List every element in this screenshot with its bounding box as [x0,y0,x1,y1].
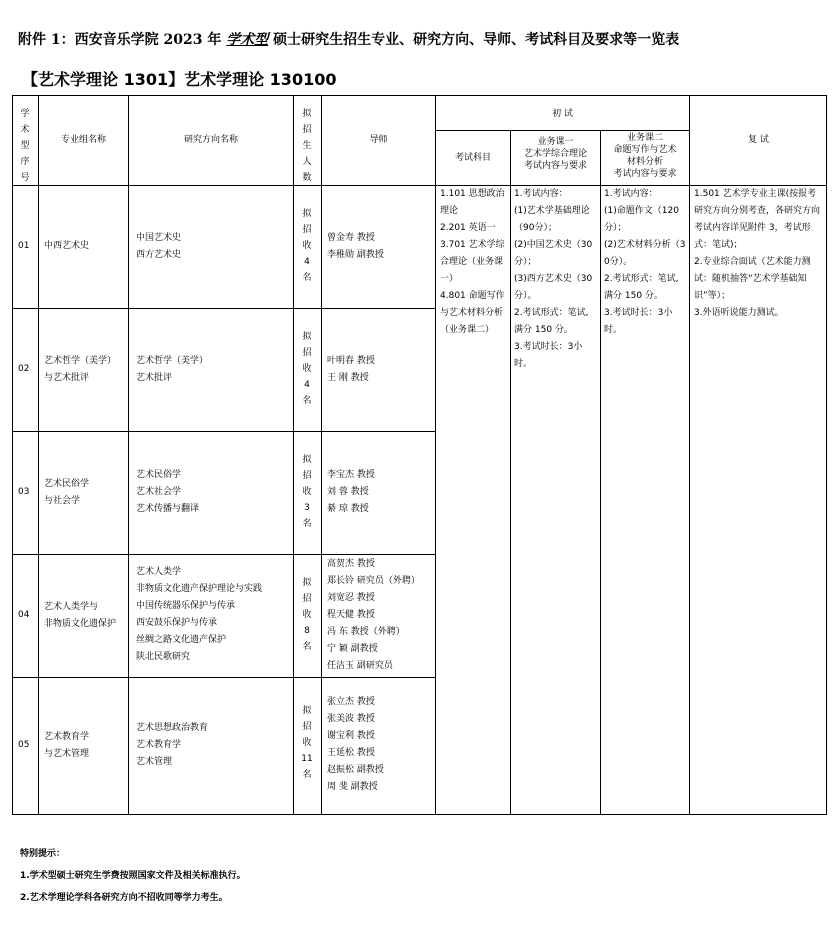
title-emphasis: 学术型 [226,32,269,48]
subjects-cell [440,186,506,339]
header-advisor: 导师 [369,135,388,145]
col-divider [321,95,322,815]
row-advisor: 郑长铃 研究员（外聘） [327,576,420,586]
row-advisor: 张立杰 教授 [327,697,375,707]
row-direction: 中国传统器乐保护与传承 [136,601,236,611]
retest-item: 3.外语听说能力测试。 [694,308,784,318]
row-advisor: 李宝杰 教授 [327,470,375,480]
header-quota: 拟招生人数 [302,109,312,183]
row-advisor: 宁 颖 副教授 [327,644,378,654]
row-direction: 中国艺术史 [136,233,182,243]
row-advisor: 程天健 教授 [327,610,375,620]
course2-cell [604,186,686,339]
title-suffix: 硕士研究生招生专业、研究方向、导师、考试科目及要求等一览表 [268,32,680,48]
row-advisor: 周 斐 副教授 [327,782,378,792]
row-advisor: 赵振松 副教授 [327,765,384,775]
row-divider [12,308,435,309]
row-direction: 西方艺术史 [136,250,182,260]
row-quota: 拟招收11名 [301,706,313,780]
row-direction: 艺术社会学 [136,487,182,497]
header-group: 专业组名称 [60,135,106,145]
row-direction: 艺术传播与翻译 [136,504,200,514]
row-advisor: 王延松 教授 [327,748,375,758]
retest-item: 1.501 艺术学专业主课(按报考研究方向分别考查，各研究方向考试内容详见附件 3，考试形式：笔试)； [694,189,821,250]
row-advisor: 任洁玉 副研究员 [327,661,393,671]
col-divider [689,95,690,815]
header-prelim: 初 试 [552,109,573,119]
retest-item: 2.专业综合面试（艺术能力测试：随机抽答“艺术学基础知识”等）； [694,257,811,301]
course2-item: 3.考试时长：3小时。 [604,308,673,335]
row-divider [12,677,435,678]
row-advisor: 高贺杰 教授 [327,559,375,569]
note-item: 2.艺术学理论学科各研究方向不招收同等学力考生。 [20,893,228,903]
col-divider [435,95,436,815]
course2-item: 1.考试内容： [604,189,658,199]
row-group: 艺术教育学 [44,732,90,742]
header-course2: 业务课二 命题写作与艺术 材料分析 考试内容与要求 [613,133,677,179]
row-direction: 西安鼓乐保护与传承 [136,618,218,628]
row-divider [12,431,435,432]
course1-item: 2.考试形式：笔试,满分 150 分。 [514,308,589,335]
row-advisor: 王 刚 教授 [327,373,369,383]
row-advisor: 张美波 教授 [327,714,375,724]
row-group: 艺术哲学（美学） [44,356,117,366]
header-subjects: 考试科目 [454,153,491,163]
course1-item: (1)艺术学基础理论（90分）； [514,206,590,233]
title-prefix: 附件 1：西安音乐学院 2023 年 [18,32,227,48]
course2-item: 2.考试形式：笔试,满分 150 分。 [604,274,679,301]
row-quota: 拟招收4名 [302,209,312,283]
row-advisor: 叶明春 教授 [327,356,375,366]
row-direction: 陕北民歌研究 [136,652,191,662]
course1-item: (2)中国艺术史（30分）； [514,240,593,267]
row-seq: 04 [18,610,30,620]
header-course1: 业务课一 艺术学综合理论 考试内容与要求 [523,137,587,171]
major-heading: 【艺术学理论 1301】艺术学理论 130100 [22,70,337,89]
course1-item: 3.考试时长：3小时。 [514,342,583,369]
row-group: 与社会学 [44,496,81,506]
row-direction: 艺术哲学（美学） [136,356,209,366]
retest-cell [694,186,824,322]
row-direction: 非物质文化遗产保护理论与实践 [136,584,263,594]
row-seq: 05 [18,740,30,750]
row-seq: 01 [18,241,30,251]
row-advisor: 李稚勋 副教授 [327,250,384,260]
notes-heading: 特别提示： [20,849,66,859]
course2-item: (2)艺术材料分析（30分）。 [604,240,686,267]
row-divider [12,554,435,555]
document-title [18,29,679,49]
row-group: 非物质文化遗保护 [44,619,117,629]
row-advisor: 刘 蓉 教授 [327,487,369,497]
note-item: 1.学术型硕士研究生学费按照国家文件及相关标准执行。 [20,871,246,881]
row-seq: 02 [18,364,30,374]
row-advisor: 刘宽忍 教授 [327,593,375,603]
col-divider [510,130,511,815]
row-advisor: 曾金寿 教授 [327,233,375,243]
row-advisor: 綦 琼 教授 [327,504,369,514]
row-group: 艺术民俗学 [44,479,90,489]
course1-item: 1.考试内容： [514,189,568,199]
header-seq: 学术型序号 [20,109,30,183]
row-direction: 艺术教育学 [136,740,182,750]
row-divider [435,130,689,131]
col-divider [128,95,129,815]
row-quota: 拟招收4名 [302,332,312,406]
subject-item: 1.101 思想政治理论 [440,189,505,216]
row-advisor: 冯 东 教授（外聘） [327,627,405,637]
row-advisor: 谢宝利 教授 [327,731,375,741]
subject-item: 4.801 命题写作与艺术材料分析（业务课二） [440,291,505,335]
col-divider [600,130,601,815]
header-retest: 复 试 [748,135,769,145]
subject-item: 3.701 艺术学综合理论（业务课一） [440,240,505,284]
row-group: 与艺术批评 [44,373,90,383]
row-direction: 艺术管理 [136,757,173,767]
col-divider [293,95,294,815]
course1-item: (3)西方艺术史（30分）。 [514,274,593,301]
row-direction: 艺术批评 [136,373,173,383]
row-group: 与艺术管理 [44,749,90,759]
subject-item: 2.201 英语一 [440,223,496,233]
row-direction: 艺术民俗学 [136,470,182,480]
row-direction: 艺术思想政治教育 [136,723,209,733]
row-quota: 拟招收8名 [302,578,312,652]
row-direction: 艺术人类学 [136,567,182,577]
row-seq: 03 [18,487,30,497]
row-direction: 丝绸之路文化遗产保护 [136,635,227,645]
header-direction: 研究方向名称 [183,135,238,145]
course1-cell [514,186,597,373]
row-quota: 拟招收3名 [302,455,312,529]
course2-item: (1)命题作文（120分）； [604,206,679,233]
col-divider [38,95,39,815]
row-group: 艺术人类学与 [44,602,99,612]
row-group: 中西艺术史 [44,241,90,251]
